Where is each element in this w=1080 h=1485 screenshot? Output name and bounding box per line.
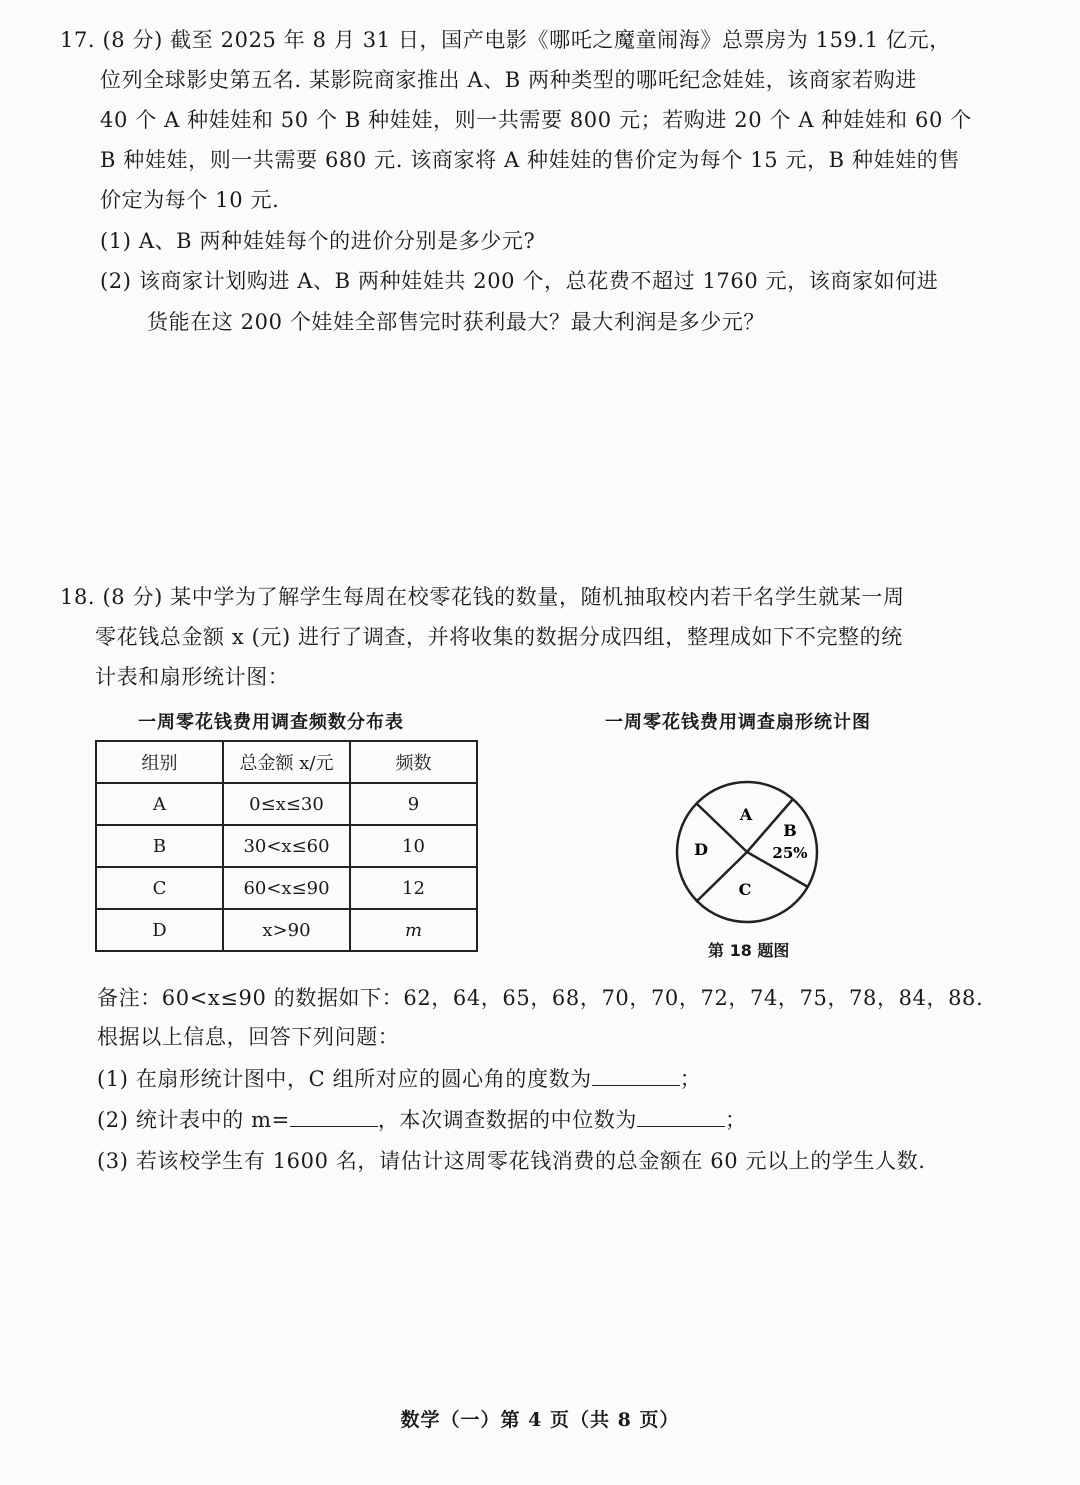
q18-line-2: 零花钱总金额 x (元) 进行了调查，并将收集的数据分成四组，整理成如下不完整的统 bbox=[95, 625, 903, 649]
q18-sub1 bbox=[97, 1063, 1027, 1094]
table-row bbox=[96, 909, 477, 951]
q17-sub1: (1) A、B 两种娃娃每个的进价分别是多少元? bbox=[100, 229, 536, 253]
pie-label-c: C bbox=[738, 880, 752, 899]
table-row bbox=[96, 783, 477, 825]
q18-sub2-text-b: ，本次调查数据的中位数为 bbox=[377, 1108, 638, 1132]
cell-range: 30<x≤60 bbox=[223, 825, 350, 867]
cell-range: x>90 bbox=[223, 909, 350, 951]
q18-prompt: 根据以上信息，回答下列问题： bbox=[97, 1025, 400, 1049]
pie-label-b: B bbox=[783, 821, 797, 840]
cell-frequency: m bbox=[350, 909, 477, 951]
q17-sub2-line-2: 货能在这 200 个娃娃全部售完时获利最大？最大利润是多少元？ bbox=[147, 310, 766, 334]
q18-line-1: 18. (8 分) 某中学为了解学生每周在校零花钱的数量，随机抽取校内若干名学生就某一周 bbox=[60, 585, 905, 609]
answer-blank-2[interactable] bbox=[290, 1104, 378, 1127]
answer-blank-3[interactable] bbox=[637, 1104, 725, 1127]
q17-line-2: 位列全球影史第五名. 某影院商家推出 A、B 两种类型的哪吒纪念娃娃，该商家若购进 bbox=[100, 68, 917, 92]
q18-sub1-end: ； bbox=[679, 1067, 702, 1091]
q18-sub1-text: (1) 在扇形统计图中，C 组所对应的圆心角的度数为 bbox=[97, 1067, 592, 1091]
q18-line-3: 计表和扇形统计图： bbox=[95, 665, 290, 689]
frequency-table bbox=[95, 740, 478, 952]
cell-group: C bbox=[96, 867, 223, 909]
cell-group: D bbox=[96, 909, 223, 951]
table-title: 一周零花钱费用调查频数分布表 bbox=[138, 712, 404, 733]
q18-sub2 bbox=[97, 1104, 1027, 1135]
header-frequency: 频数 bbox=[350, 741, 477, 783]
q17-line-4: B 种娃娃，则一共需要 680 元. 该商家将 A 种娃娃的售价定为每个 15 元，B 种娃娃的售 bbox=[100, 148, 960, 172]
table-header-row bbox=[96, 741, 477, 783]
header-amount: 总金额 x/元 bbox=[223, 741, 350, 783]
q17-line-3: 40 个 A 种娃娃和 50 个 B 种娃娃，则一共需要 800 元；若购进 20 个 A 种娃娃和 60 个 bbox=[100, 108, 972, 132]
pie-label-d: D bbox=[694, 840, 708, 859]
q18-sub2-text-a: (2) 统计表中的 m= bbox=[97, 1108, 290, 1132]
cell-range: 60<x≤90 bbox=[223, 867, 350, 909]
answer-blank-1[interactable] bbox=[592, 1063, 680, 1086]
figure-caption: 第 18 题图 bbox=[708, 941, 790, 960]
q17-line-5: 价定为每个 10 元. bbox=[100, 188, 280, 212]
cell-group: B bbox=[96, 825, 223, 867]
cell-frequency: 12 bbox=[350, 867, 477, 909]
table-row bbox=[96, 867, 477, 909]
cell-range: 0≤x≤30 bbox=[223, 783, 350, 825]
pie-title: 一周零花钱费用调查扇形统计图 bbox=[605, 712, 871, 733]
header-group: 组别 bbox=[96, 741, 223, 783]
cell-frequency: 10 bbox=[350, 825, 477, 867]
q18-note: 备注：60<x≤90 的数据如下：62，64，65，68，70，70，72，74，75，78，84，88. bbox=[97, 986, 984, 1010]
cell-group: A bbox=[96, 783, 223, 825]
table-row bbox=[96, 825, 477, 867]
pie-label-a: A bbox=[739, 805, 753, 824]
q17-sub2-line-1: (2) 该商家计划购进 A、B 两种娃娃共 200 个，总花费不超过 1760 元，该商家如何进 bbox=[100, 269, 939, 293]
q17-line-1: 17. (8 分) 截至 2025 年 8 月 31 日，国产电影《哪吒之魔童闹海》总票房为 159.1 亿元， bbox=[60, 28, 951, 52]
pie-chart bbox=[670, 780, 830, 930]
q18-sub2-end: ； bbox=[725, 1108, 747, 1132]
page-footer: 数学（一）第 4 页（共 8 页） bbox=[400, 1409, 680, 1431]
q18-sub3: (3) 若该校学生有 1600 名，请估计这周零花钱消费的总金额在 60 元以上的学生人数. bbox=[97, 1149, 926, 1173]
cell-frequency: 9 bbox=[350, 783, 477, 825]
pie-label-b-percent: 25% bbox=[772, 844, 808, 862]
